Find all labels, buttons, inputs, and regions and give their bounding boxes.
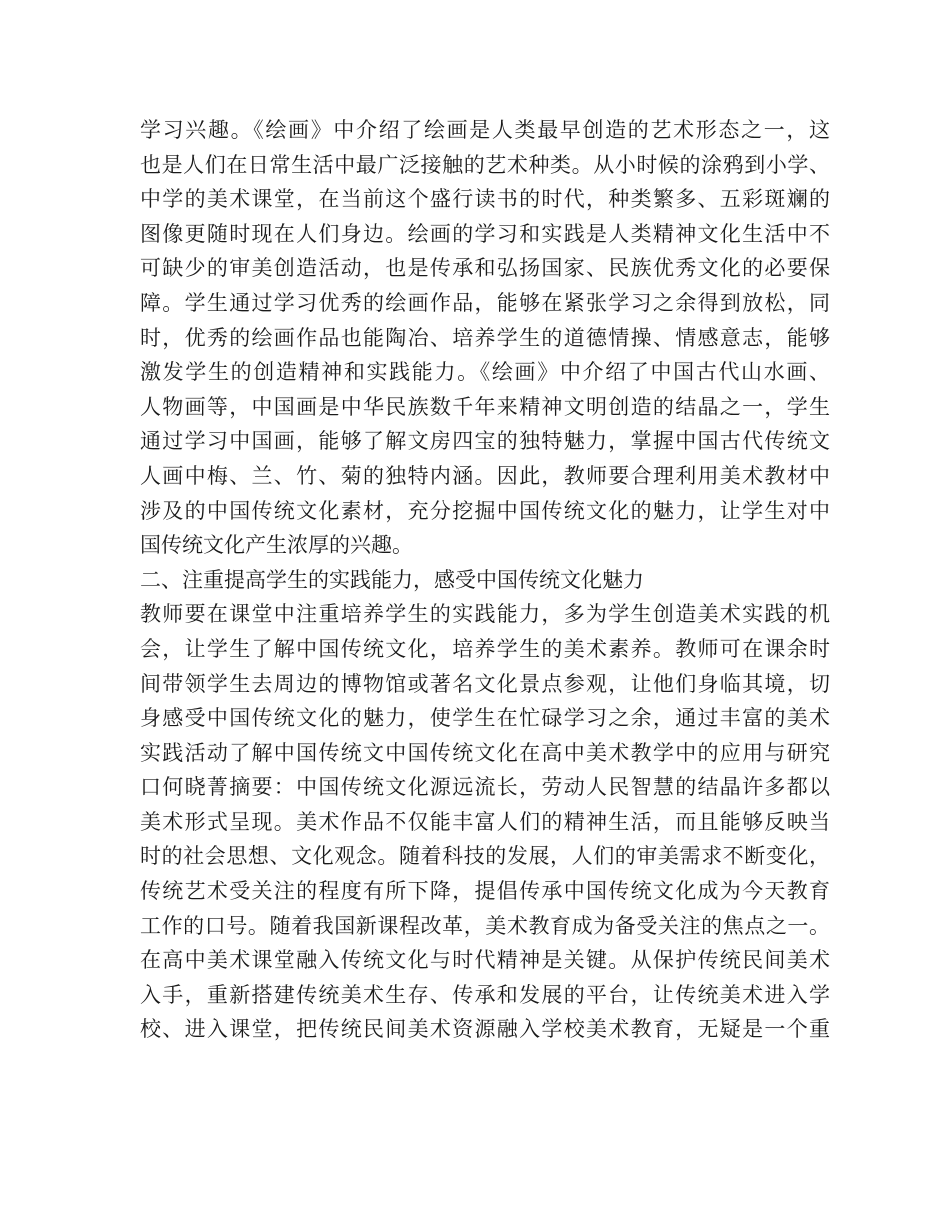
text-line: 国传统文化产生浓厚的兴趣。 [140, 533, 413, 558]
text-line: 在高中美术课堂融入传统文化与时代精神是关键。从保护传统民间美术 [140, 948, 830, 973]
text-line: 涉及的中国传统文化素材，充分挖掘中国传统文化的魅力，让学生对中 [140, 498, 830, 523]
text-line: 入手，重新搭建传统美术生存、传承和发展的平台，让传统美术进入学 [140, 982, 830, 1007]
text-line: 也是人们在日常生活中最广泛接触的艺术种类。从小时候的涂鸦到小学、 [140, 152, 830, 177]
text-line: 人画中梅、兰、竹、菊的独特内涵。因此，教师要合理利用美术教材中 [140, 463, 830, 488]
text-line: 美术形式呈现。美术作品不仅能丰富人们的精神生活，而且能够反映当 [140, 809, 830, 834]
text-line: 校、进入课堂，把传统民间美术资源融入学校美术教育，无疑是一个重 [140, 1017, 830, 1042]
text-line: 时，优秀的绘画作品也能陶冶、培养学生的道德情操、情感意志，能够 [140, 325, 830, 350]
text-line: 工作的口号。随着我国新课程改革，美术教育成为备受关注的焦点之一。 [140, 913, 830, 938]
text-line: 通过学习中国画，能够了解文房四宝的独特魅力，掌握中国古代传统文 [140, 429, 830, 454]
text-line: 身感受中国传统文化的魅力，使学生在忙碌学习之余，通过丰富的美术 [140, 706, 830, 731]
text-line: 间带领学生去周边的博物馆或著名文化景点参观，让他们身临其境，切 [140, 671, 830, 696]
text-line: 传统艺术受关注的程度有所下降，提倡传承中国传统文化成为今天教育 [140, 879, 830, 904]
text-line: 实践活动了解中国传统文中国传统文化在高中美术教学中的应用与研究 [140, 740, 830, 765]
text-line: 图像更随时现在人们身边。绘画的学习和实践是人类精神文化生活中不 [140, 221, 830, 246]
text-line: 时的社会思想、文化观念。随着科技的发展，人们的审美需求不断变化， [140, 844, 830, 869]
text-line: 可缺少的审美创造活动，也是传承和弘扬国家、民族优秀文化的必要保 [140, 256, 830, 281]
text-line: 教师要在课堂中注重培养学生的实践能力，多为学生创造美术实践的机 [140, 602, 830, 627]
text-line: 激发学生的创造精神和实践能力。《绘画》中介绍了中国古代山水画、 [140, 360, 830, 385]
text-line: 人物画等，中国画是中华民族数千年来精神文明创造的结晶之一，学生 [140, 394, 830, 419]
text-line: 会，让学生了解中国传统文化，培养学生的美术素养。教师可在课余时 [140, 636, 830, 661]
text-line: 学习兴趣。《绘画》中介绍了绘画是人类最早创造的艺术形态之一，这 [140, 118, 830, 142]
section-heading: 二、注重提高学生的实践能力，感受中国传统文化魅力 [140, 567, 644, 592]
document-body [140, 113, 830, 1047]
text-line: 中学的美术课堂，在当前这个盛行读书的时代，种类繁多、五彩斑斓的 [140, 187, 830, 212]
text-line: 障。学生通过学习优秀的绘画作品，能够在紧张学习之余得到放松，同 [140, 290, 830, 315]
text-line: 口何晓菁摘要：中国传统文化源远流长，劳动人民智慧的结晶许多都以 [140, 775, 830, 800]
